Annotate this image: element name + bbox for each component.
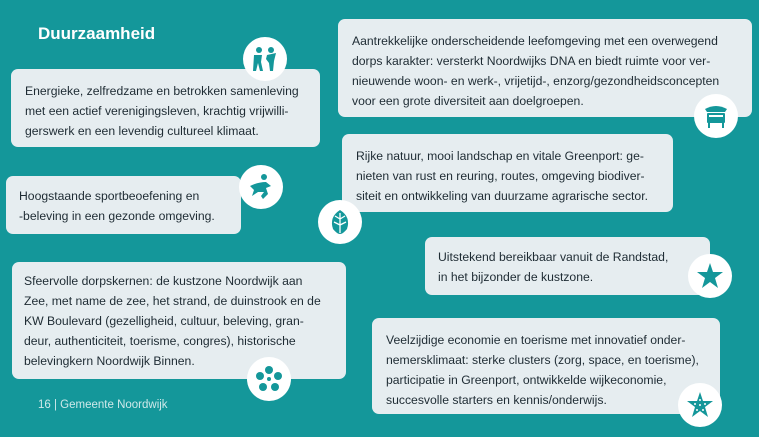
- starfish-dotted-icon: [678, 383, 722, 427]
- runner-icon: [239, 165, 283, 209]
- leaf-icon: [318, 200, 362, 244]
- card-community-text: Energieke, zelfredzame en betrokken samenleving met een actief verenigingsleven, krachtig vrijwilli- gerswerk en een levendig cultureel klimaat.: [25, 84, 299, 138]
- starfish-icon: [688, 254, 732, 298]
- card-economy: [372, 318, 720, 414]
- card-accessibility: [425, 237, 710, 295]
- card-sport-text: Hoogstaande sportbeoefening en -beleving in een gezonde omgeving.: [19, 189, 215, 223]
- page-footer: 16 | Gemeente Noordwijk: [38, 399, 168, 411]
- people-icon: [243, 37, 287, 81]
- card-villages: [12, 262, 346, 379]
- card-villages-text: Sfeervolle dorpskernen: de kustzone Noordwijk aan Zee, met name de zee, het strand, de duinstrook en de KW Boulevard (gezelligheid, cultuur, beleving, gran- deur, authenticiteit, toerisme, congres), historische belevingkern Noordwijk Binnen.: [24, 274, 321, 368]
- card-accessibility-text: Uitstekend bereikbaar vanuit de Randstad, in het bijzonder de kustzone.: [438, 250, 669, 284]
- card-living-environment: [338, 19, 752, 117]
- beach-chair-icon: [694, 94, 738, 138]
- flower-icon: [247, 357, 291, 401]
- card-community: [11, 69, 320, 147]
- page-title: Duurzaamheid: [38, 24, 156, 43]
- card-nature: [342, 134, 673, 212]
- card-sport: [6, 176, 241, 234]
- card-nature-text: Rijke natuur, mooi landschap en vitale Greenport: ge- nieten van rust en reuring, routes, omgeving biodiver- siteit en ontwikkeling van duurzame agrarische sector.: [356, 149, 648, 203]
- card-living-environment-text: Aantrekkelijke onderscheidende leefomgeving met een overwegend dorps karakter: versterkt Noordwijks DNA en biedt ruimte voor ver- nieuwende woon- en werk-, vrijetijd-, enzorg/gezondheidsconcepten voor een grote diversiteit aan doelgroepen.: [352, 34, 720, 108]
- card-economy-text: Veelzijdige economie en toerisme met innovatief onder- nemersklimaat: sterke clusters (zorg, space, en toerisme), participatie in Greenport, ontwikkelde wijkeconomie, succesvolle starters en kennis/onderwijs.: [386, 333, 699, 407]
